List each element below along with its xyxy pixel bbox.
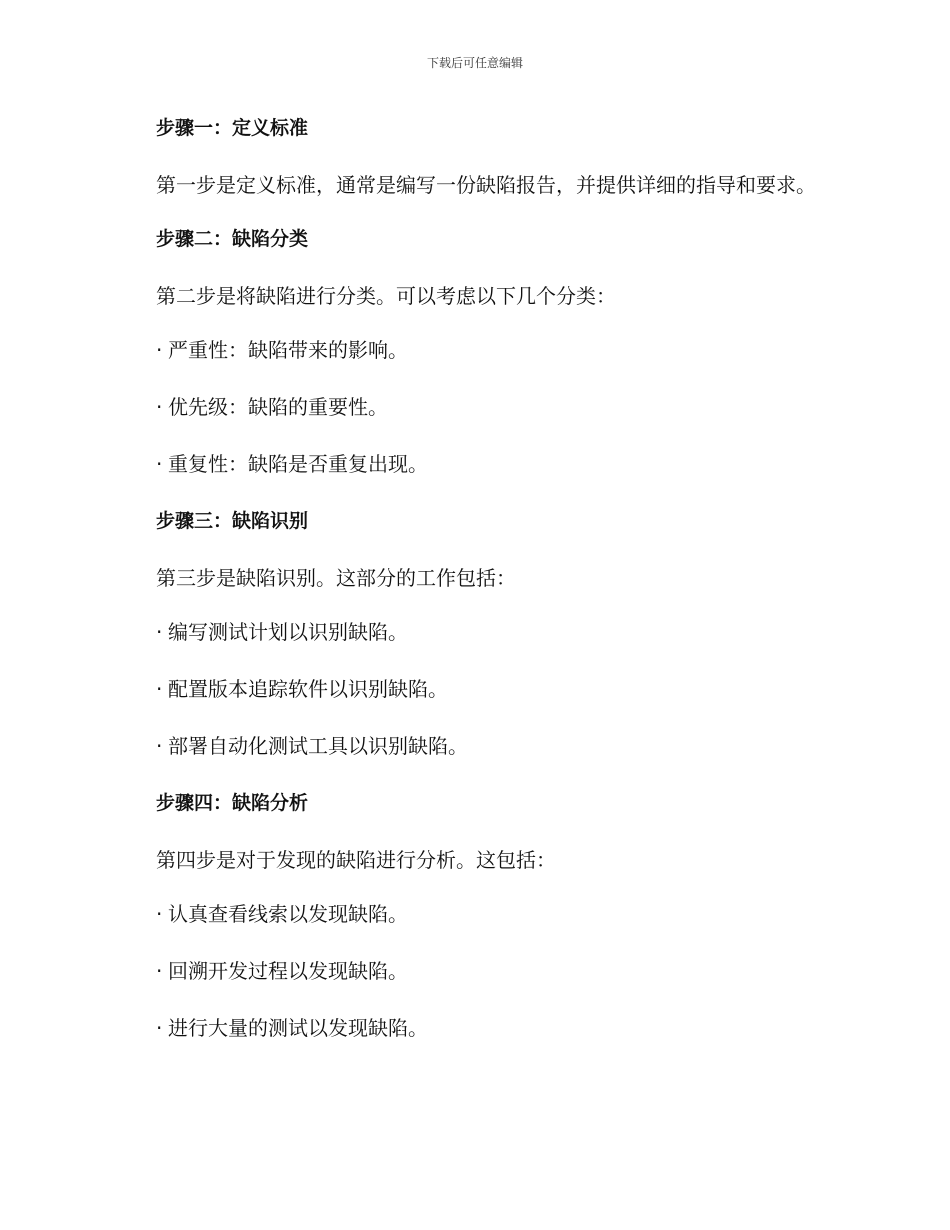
list-item-text: 编写测试计划以识别缺陷。 (168, 620, 408, 644)
paragraph-3: 第三步是缺陷识别。这部分的工作包括： (156, 566, 516, 590)
list-item (112, 896, 842, 932)
list-item (112, 389, 842, 425)
section-heading-4: 步骤四：缺陷分析 (156, 792, 309, 814)
bullet-icon: · (156, 1016, 163, 1040)
paragraph-1: 第一步是定义标准，通常是编写一份缺陷报告，并提供详细的指导和要求。 (156, 173, 816, 197)
list-item (112, 614, 842, 650)
bullet-icon: · (156, 452, 163, 476)
bullet-icon: · (156, 338, 163, 362)
list-item-text: 回溯开发过程以发现缺陷。 (168, 959, 408, 983)
page-header-note: 下载后可任意编辑 (426, 56, 523, 70)
list-item-text: 部署自动化测试工具以识别缺陷。 (168, 734, 468, 758)
bullet-icon: · (156, 395, 163, 419)
bullet-icon: · (156, 734, 163, 758)
bullet-icon: · (156, 902, 163, 926)
bullet-icon: · (156, 620, 163, 644)
list-item (112, 728, 842, 764)
list-item (112, 953, 842, 989)
section-heading-1: 步骤一：定义标准 (156, 117, 309, 139)
list-item-text: 配置版本追踪软件以识别缺陷。 (168, 677, 448, 701)
list-item (112, 446, 842, 482)
list-item-text: 严重性：缺陷带来的影响。 (168, 338, 408, 362)
paragraph-4: 第四步是对于发现的缺陷进行分析。这包括： (156, 848, 556, 872)
list-item-text: 优先级：缺陷的重要性。 (168, 395, 388, 419)
section-heading-3: 步骤三：缺陷识别 (156, 510, 309, 532)
bullet-icon: · (156, 677, 163, 701)
paragraph-2: 第二步是将缺陷进行分类。可以考虑以下几个分类： (156, 284, 616, 308)
section-heading-2: 步骤二：缺陷分类 (156, 228, 309, 250)
list-item (112, 332, 842, 368)
list-item (112, 1010, 842, 1046)
document-body (112, 110, 842, 1067)
list-item-text: 认真查看线索以发现缺陷。 (168, 902, 408, 926)
bullet-icon: · (156, 959, 163, 983)
list-item-text: 重复性：缺陷是否重复出现。 (168, 452, 428, 476)
list-item (112, 671, 842, 707)
list-item-text: 进行大量的测试以发现缺陷。 (168, 1016, 428, 1040)
